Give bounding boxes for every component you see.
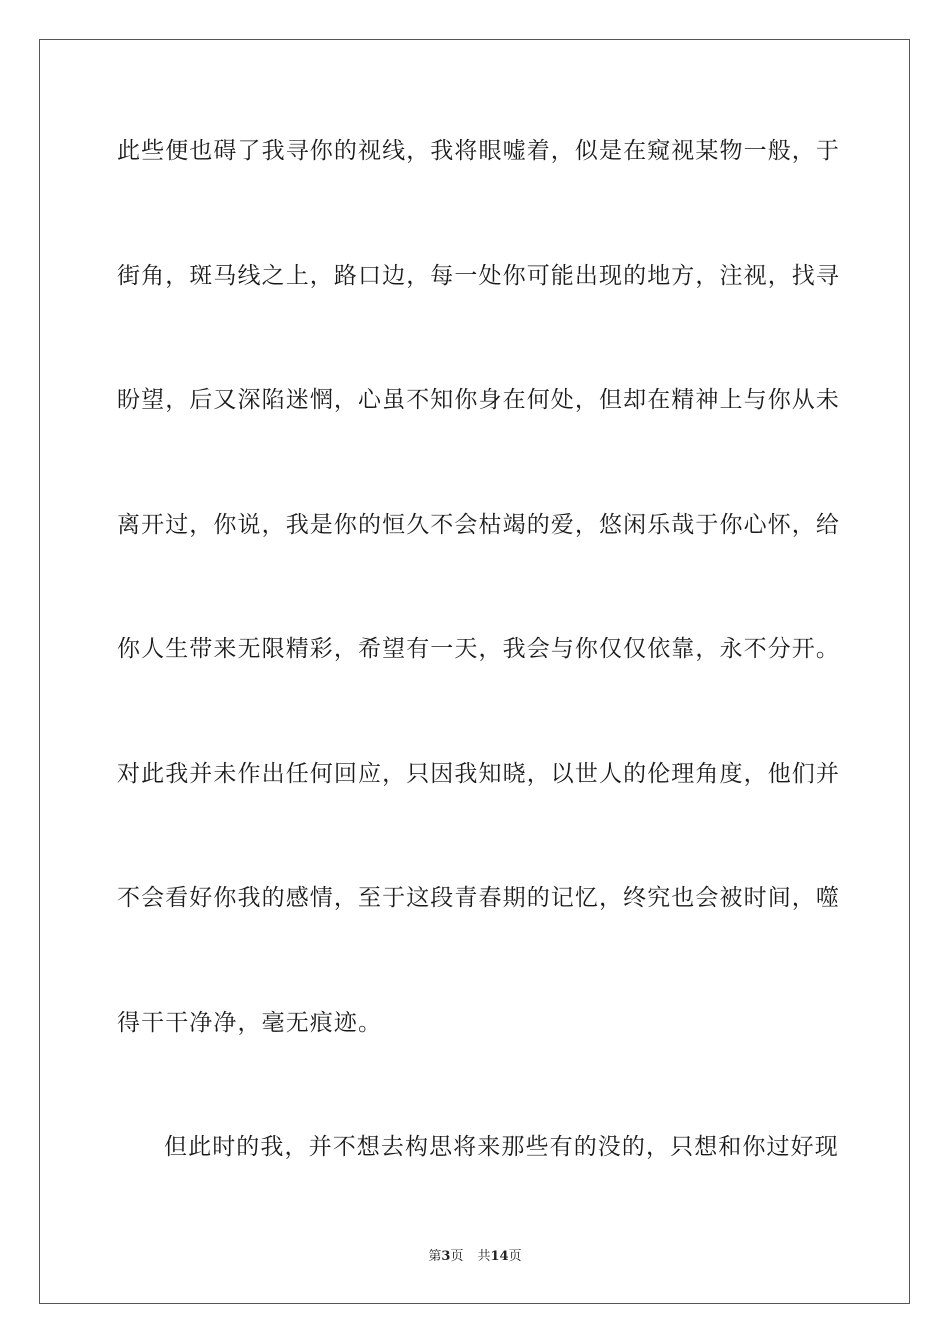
text-line: 街角，斑马线之上，路口边，每一处你可能出现的地方，注视，找寻 — [117, 262, 840, 289]
text-line: 你人生带来无限精彩，希望有一天，我会与你仅仅依靠，永不分开。 — [117, 636, 840, 662]
page-total: 14 — [490, 1249, 509, 1264]
text-line: 离开过，你说，我是你的恒久不会枯竭的爱，悠闲乐哉于你心怀，给 — [117, 511, 840, 538]
page-footer — [0, 1248, 950, 1266]
text-line: 不会看好你我的感情，至于这段青春期的记忆，终究也会被时间，噬 — [117, 885, 840, 911]
page-suffix: 页 — [450, 1249, 464, 1264]
total-prefix: 共 — [477, 1249, 491, 1264]
text-line: 此些便也碍了我寻你的视线，我将眼嘘着，似是在窥视某物一般，于 — [117, 138, 840, 164]
document-body — [117, 124, 840, 1245]
text-line: 得干干净净，毫无痕迹。 — [117, 1009, 383, 1036]
text-line: 盼望，后又深陷迷惘，心虽不知你身在何处，但却在精神上与你从未 — [117, 387, 840, 413]
text-line: 对此我并未作出任何回应，只因我知晓，以世人的伦理角度，他们并 — [117, 760, 840, 787]
total-suffix: 页 — [508, 1249, 522, 1264]
paragraph-first-line: 但此时的我，并不想去构思将来那些有的没的，只想和你过好现 — [164, 1134, 839, 1160]
page-current: 3 — [441, 1249, 451, 1264]
page-prefix: 第 — [428, 1249, 442, 1264]
